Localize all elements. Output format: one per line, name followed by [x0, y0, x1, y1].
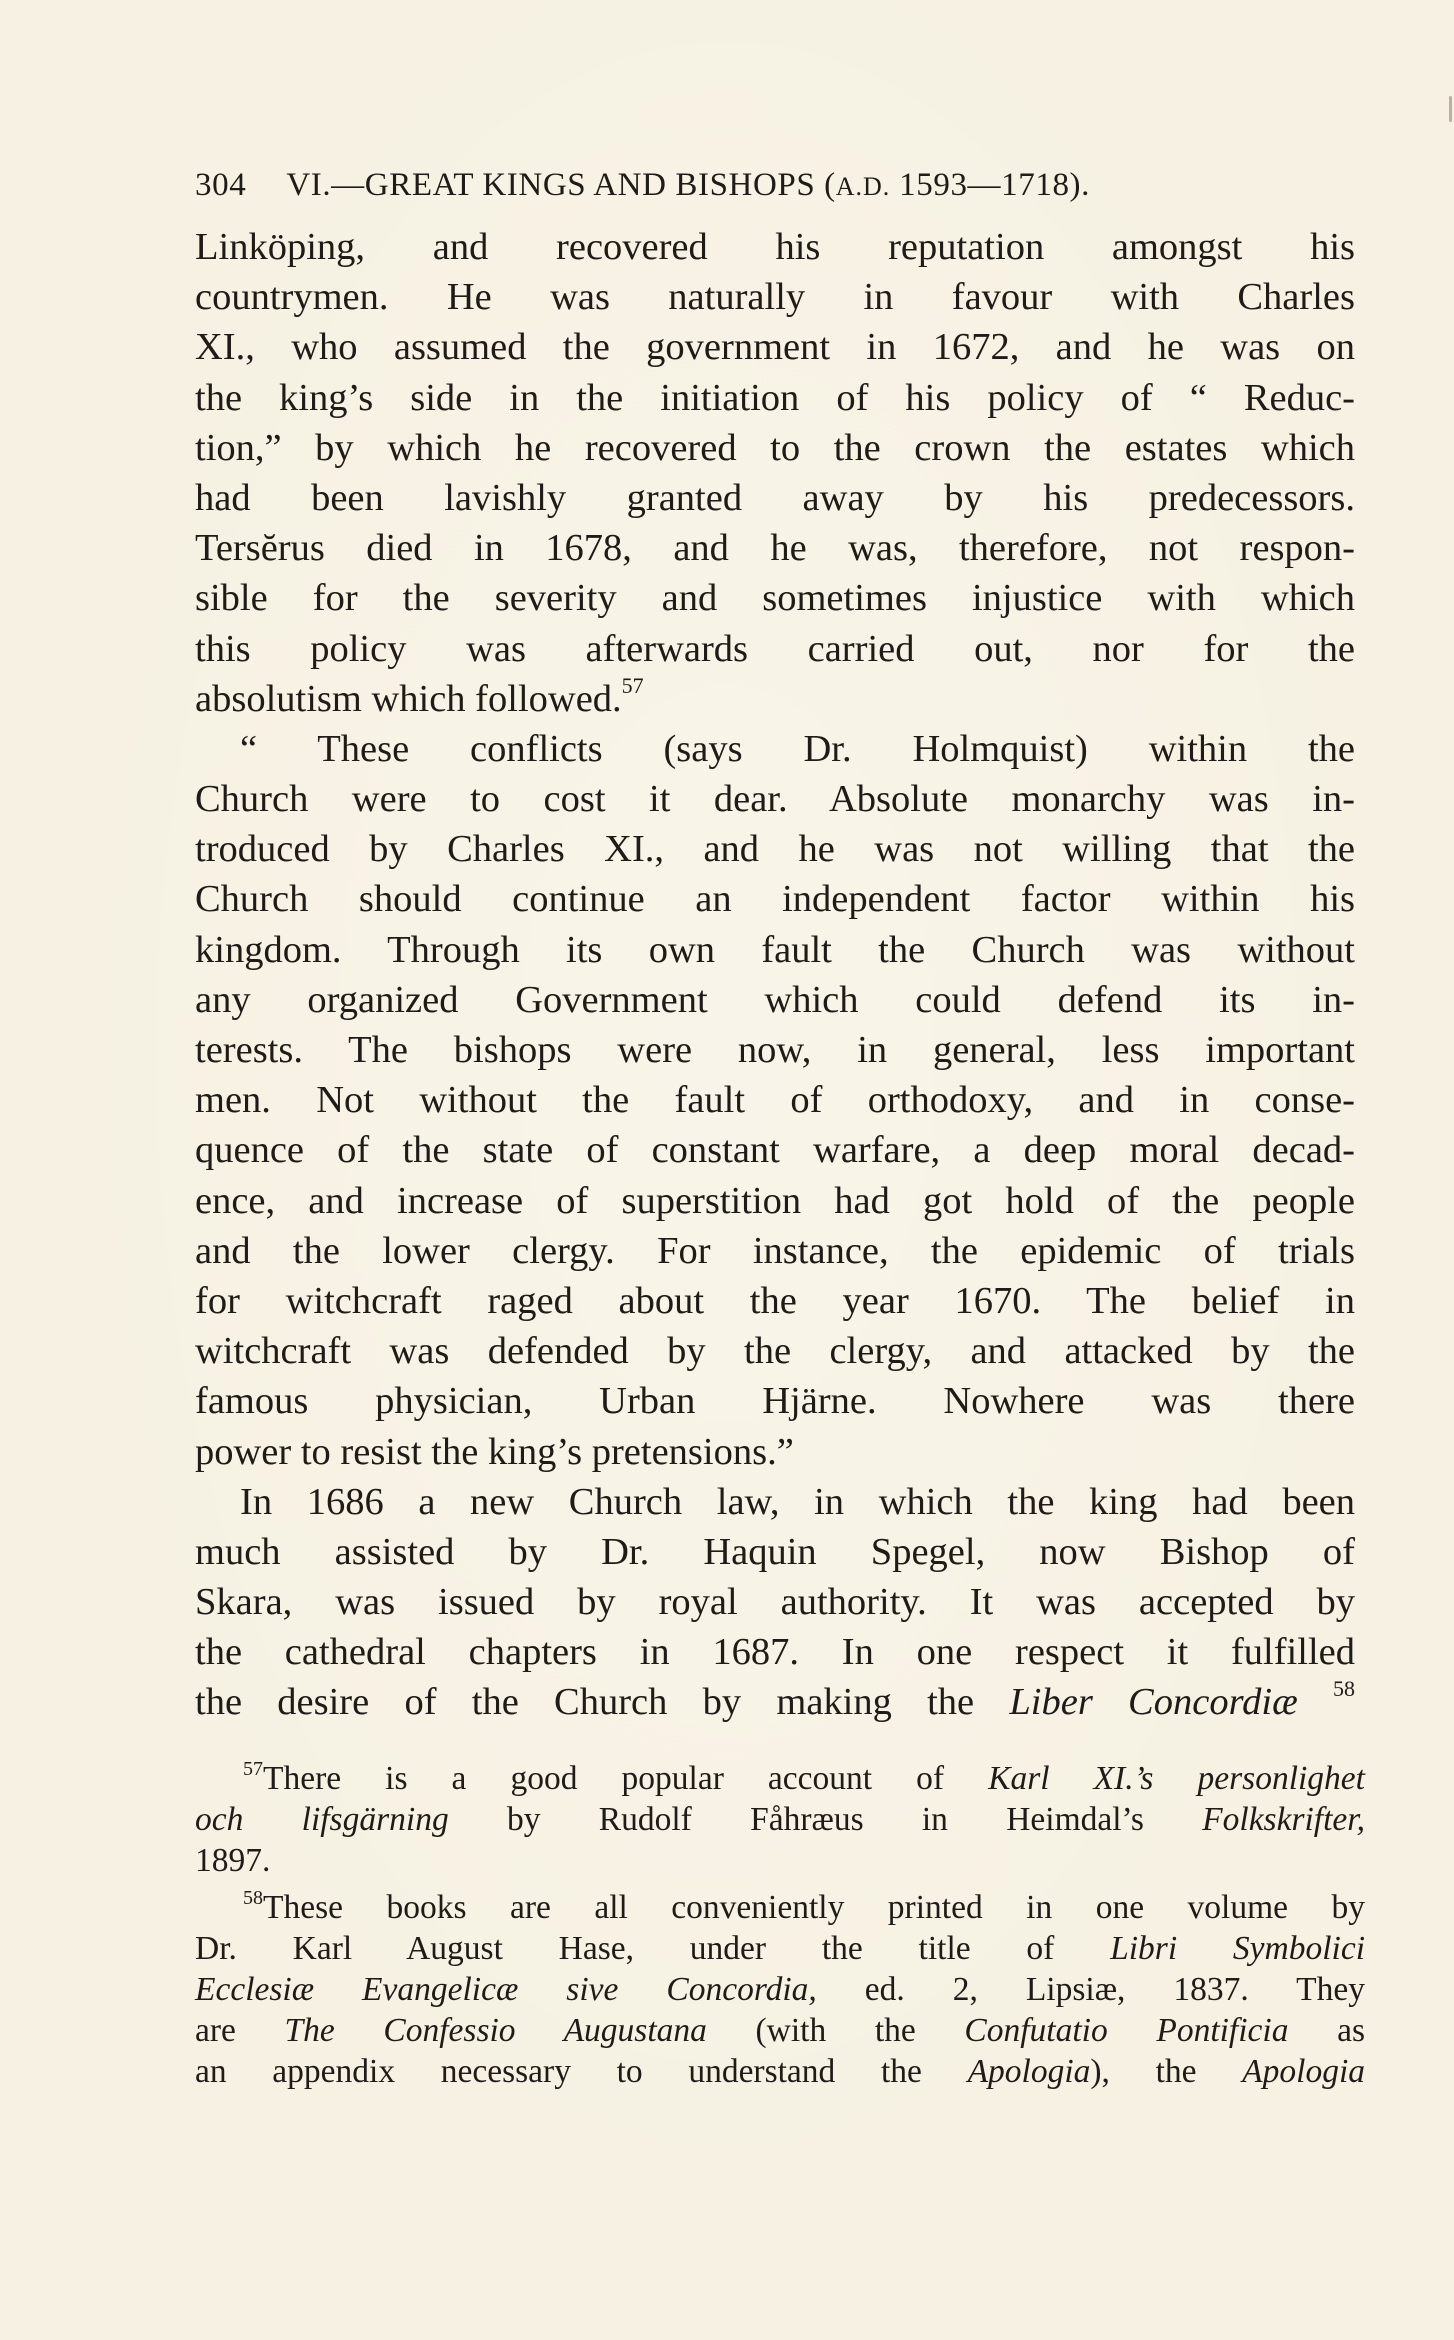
body-line	[195, 1677, 1355, 1727]
body-line: Church should continue an independent factor within his	[195, 878, 1355, 921]
body-line: Linköping, and recovered his reputation amongst his	[195, 226, 1355, 268]
body-line: famous physician, Urban Hjärne. Nowhere was there	[195, 1380, 1355, 1423]
footnote-italic: Karl XI.’s personlighet	[988, 1760, 1365, 1797]
footnote-line	[195, 1799, 1365, 1840]
body-line: sible for the severity and sometimes injustice with which	[195, 577, 1355, 620]
footnotes	[195, 1758, 1365, 2092]
era-abbreviation: A.D.	[835, 172, 891, 201]
body-line: troduced by Charles XI., and he was not willing that the	[195, 828, 1355, 871]
body-line: this policy was afterwards carried out, nor for the	[195, 627, 1355, 670]
body-line: XI., who assumed the government in 1672, and he was on	[195, 326, 1355, 369]
chapter-years: 1593—1718).	[890, 167, 1091, 203]
body-line: kingdom. Through its own fault the Church was without	[195, 928, 1355, 971]
running-head	[195, 165, 1275, 207]
body-line: had been lavishly granted away by his predecessors.	[195, 476, 1355, 519]
footnote-text: Dr. Karl August Hase, under the title of	[195, 1930, 1111, 1967]
body-line: “ These conflicts (says Dr. Holmquist) within the	[240, 727, 1355, 770]
footnote-line	[195, 2051, 1365, 2092]
footnote-line	[195, 1758, 1365, 1799]
body-line	[195, 674, 1355, 724]
body-line: tion,” by which he recovered to the crown the estates which	[195, 426, 1355, 469]
body-line: quence of the state of constant warfare, a deep moral decad-	[195, 1129, 1355, 1172]
body-line: witchcraft was defended by the clergy, and attacked by the	[195, 1330, 1355, 1373]
footnote-text: There is a good popular account of	[263, 1760, 989, 1797]
footnote-text: These books are all conveniently printed in one volume by	[263, 1889, 1365, 1926]
body-line: ence, and increase of superstition had got hold of the people	[195, 1179, 1355, 1222]
page-number: 304	[195, 167, 247, 203]
body-line: any organized Government which could defend its in-	[195, 978, 1355, 1021]
footnote-text: ed. 2, Lipsiæ, 1837. They	[816, 1971, 1365, 2008]
page-edge-mark	[1449, 96, 1452, 122]
body-line: terests. The bishops were now, in general, less important	[195, 1029, 1355, 1071]
footnote-italic: Apologia	[1242, 2053, 1365, 2090]
footnote-text: are	[195, 2012, 285, 2049]
footnote-text: as	[1288, 2012, 1366, 2049]
body-text	[195, 222, 1355, 1728]
footnote-line	[195, 1969, 1365, 2010]
footnote-line: 1897.	[195, 1842, 271, 1879]
footnote-line	[195, 2010, 1365, 2051]
body-line: Skara, was issued by royal authority. It was accepted by	[195, 1581, 1355, 1624]
body-line-text: absolutism which followed.	[195, 677, 622, 720]
body-line: power to resist the king’s pretensions.”	[195, 1430, 794, 1473]
footnote-italic: Folkskrifter,	[1202, 1801, 1365, 1838]
footnote-italic: The Confessio Augustana	[284, 2012, 707, 2049]
footnote-text: ), the	[1090, 2053, 1243, 2090]
body-line: In 1686 a new Church law, in which the king had been	[240, 1480, 1355, 1523]
body-line: Tersĕrus died in 1678, and he was, therefore, not respon-	[195, 527, 1355, 570]
italic-title: Liber Concordiæ	[1009, 1681, 1298, 1724]
footnote-text: an appendix necessary to understand the	[195, 2053, 968, 2090]
body-line: the cathedral chapters in 1687. In one respect it fulfilled	[195, 1631, 1355, 1674]
footnote-italic: Libri Symbolici	[1110, 1930, 1366, 1967]
chapter-title: VI.—GREAT KINGS AND BISHOPS (	[286, 167, 836, 203]
body-line: for witchcraft raged about the year 1670. The belief in	[195, 1279, 1355, 1322]
body-line: and the lower clergy. For instance, the epidemic of trials	[195, 1229, 1355, 1272]
footnote-ref-58[interactable]: 58	[1333, 1676, 1355, 1702]
footnote-italic: och lifsgärning	[195, 1801, 449, 1838]
footnote-italic: Apologia	[967, 2053, 1091, 2090]
footnote-ref-57[interactable]: 57	[621, 672, 644, 698]
footnote-line	[195, 1928, 1365, 1969]
body-line: men. Not without the fault of orthodoxy, and in conse-	[195, 1079, 1355, 1122]
footnote-line	[195, 1887, 1365, 1928]
footnote-mark-58: 58	[243, 1887, 263, 1909]
body-line: Church were to cost it dear. Absolute monarchy was in-	[195, 778, 1355, 821]
body-line: countrymen. He was naturally in favour with Charles	[195, 276, 1355, 319]
body-line-text: the desire of the Church by making the	[195, 1681, 1010, 1724]
footnote-text: (with the	[706, 2012, 965, 2049]
footnote-italic: Ecclesiæ Evangelicæ sive Concordia,	[195, 1971, 817, 2008]
footnote-text: by Rudolf Fåhræus in Heimdal’s	[448, 1801, 1203, 1838]
body-line: the king’s side in the initiation of his policy of “ Reduc-	[195, 376, 1355, 419]
body-line: much assisted by Dr. Haquin Spegel, now Bishop of	[195, 1530, 1355, 1573]
footnote-mark-57: 57	[243, 1758, 263, 1780]
footnote-italic: Confutatio Pontificia	[964, 2012, 1289, 2049]
